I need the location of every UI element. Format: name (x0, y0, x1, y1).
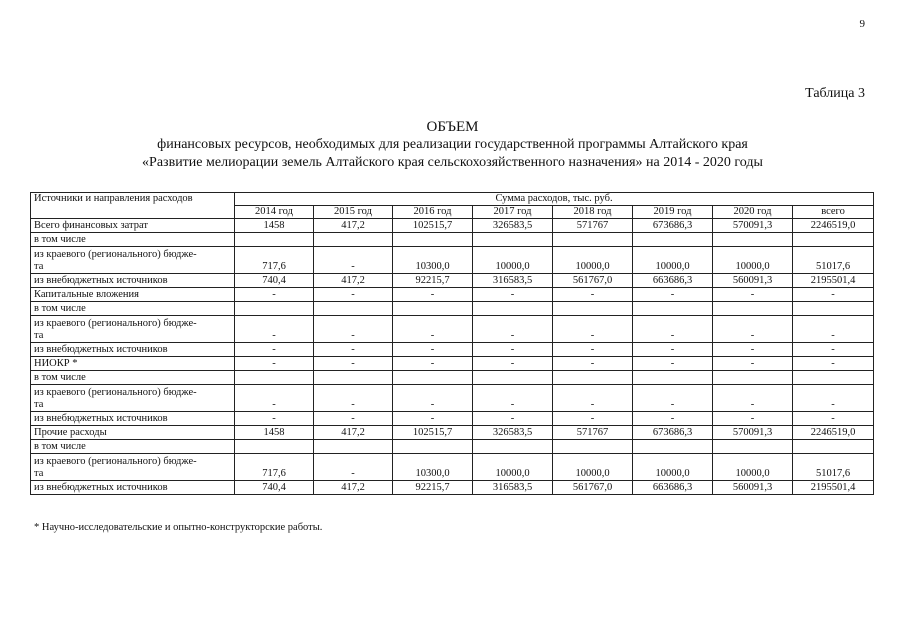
value-cell: - (235, 357, 314, 371)
value-cell: 10300,0 (393, 454, 473, 481)
header-year-cell: 2017 год (473, 206, 553, 219)
value-cell: 316583,5 (473, 481, 553, 495)
header-year-cell: 2015 год (314, 206, 393, 219)
value-cell: - (633, 357, 713, 371)
table-body (31, 219, 874, 495)
value-cell: 673686,3 (633, 426, 713, 440)
value-cell: 1458 (235, 426, 314, 440)
row-label-cell: в том числе (31, 302, 235, 316)
table-label: Таблица 3 (805, 86, 865, 101)
value-cell: 417,2 (314, 481, 393, 495)
value-cell (473, 302, 553, 316)
value-cell: 316583,5 (473, 274, 553, 288)
header-year-cell: 2018 год (553, 206, 633, 219)
header-year-cell: всего (793, 206, 874, 219)
value-cell (553, 440, 633, 454)
table-row (31, 233, 874, 247)
value-cell: 10000,0 (553, 454, 633, 481)
value-cell (713, 440, 793, 454)
table-header (31, 193, 874, 219)
value-cell: 717,6 (235, 247, 314, 274)
value-cell (633, 440, 713, 454)
header-year-cell: 2014 год (235, 206, 314, 219)
value-cell: - (473, 385, 553, 412)
value-cell: - (793, 385, 874, 412)
row-label-cell: Всего финансовых затрат (31, 219, 235, 233)
value-cell: - (314, 454, 393, 481)
value-cell: - (473, 316, 553, 343)
value-cell: 2195501,4 (793, 274, 874, 288)
value-cell: - (314, 288, 393, 302)
table-row (31, 412, 874, 426)
table-row (31, 288, 874, 302)
value-cell: 561767,0 (553, 481, 633, 495)
value-cell: 10300,0 (393, 247, 473, 274)
table-row (31, 481, 874, 495)
row-label-cell: Прочие расходы (31, 426, 235, 440)
value-cell: 326583,5 (473, 219, 553, 233)
table-row (31, 385, 874, 412)
value-cell: - (473, 343, 553, 357)
table-row (31, 219, 874, 233)
value-cell (393, 302, 473, 316)
value-cell (473, 440, 553, 454)
value-cell: 560091,3 (713, 481, 793, 495)
value-cell: - (473, 357, 553, 371)
table-row (31, 357, 874, 371)
value-cell: - (553, 316, 633, 343)
row-label-cell: из внебюджетных источников (31, 481, 235, 495)
value-cell: - (553, 412, 633, 426)
value-cell: 561767,0 (553, 274, 633, 288)
value-cell: 673686,3 (633, 219, 713, 233)
value-cell: 571767 (553, 426, 633, 440)
value-cell: 570091,3 (713, 426, 793, 440)
heading-line-1: финансовых ресурсов, необходимых для реализации государственной программы Алтайского края (157, 137, 748, 152)
heading-line-2: «Развитие мелиорации земель Алтайского края сельскохозяйственного назначения» на 2014 - 2020 годы (142, 155, 763, 170)
value-cell: - (235, 316, 314, 343)
value-cell: - (713, 385, 793, 412)
header-source-cell: Источники и направления расходов (31, 193, 235, 219)
value-cell: - (235, 288, 314, 302)
value-cell: 1458 (235, 219, 314, 233)
value-cell: - (553, 288, 633, 302)
value-cell (393, 233, 473, 247)
value-cell: 717,6 (235, 454, 314, 481)
value-cell: - (235, 343, 314, 357)
value-cell (633, 371, 713, 385)
row-label-cell: Капитальные вложения (31, 288, 235, 302)
value-cell: - (553, 343, 633, 357)
value-cell: 92215,7 (393, 481, 473, 495)
value-cell (713, 371, 793, 385)
value-cell: 417,2 (314, 426, 393, 440)
value-cell (553, 233, 633, 247)
table-row (31, 343, 874, 357)
value-cell (473, 371, 553, 385)
value-cell (793, 371, 874, 385)
row-label-cell: в том числе (31, 233, 235, 247)
value-cell: 2195501,4 (793, 481, 874, 495)
value-cell: - (553, 357, 633, 371)
value-cell: - (314, 247, 393, 274)
value-cell: 10000,0 (713, 454, 793, 481)
value-cell: 663686,3 (633, 481, 713, 495)
value-cell (235, 440, 314, 454)
value-cell: - (633, 316, 713, 343)
row-label-cell: в том числе (31, 440, 235, 454)
heading-title: ОБЪЕМ (426, 119, 479, 135)
row-label-cell: из внебюджетных источников (31, 274, 235, 288)
value-cell: - (314, 412, 393, 426)
value-cell: 102515,7 (393, 426, 473, 440)
row-label-cell: из внебюджетных источников (31, 412, 235, 426)
value-cell (314, 371, 393, 385)
value-cell: 2246519,0 (793, 426, 874, 440)
value-cell (793, 440, 874, 454)
value-cell (235, 302, 314, 316)
value-cell: 560091,3 (713, 274, 793, 288)
finance-table (30, 192, 874, 495)
table-row (31, 302, 874, 316)
value-cell: 417,2 (314, 274, 393, 288)
value-cell: - (633, 288, 713, 302)
value-cell: 10000,0 (713, 247, 793, 274)
page-number: 9 (859, 18, 865, 30)
value-cell: - (713, 343, 793, 357)
header-sum-cell: Сумма расходов, тыс. руб. (235, 193, 874, 206)
value-cell: - (393, 385, 473, 412)
value-cell (633, 302, 713, 316)
value-cell: 51017,6 (793, 454, 874, 481)
header-year-cell: 2019 год (633, 206, 713, 219)
value-cell: - (713, 412, 793, 426)
value-cell: - (235, 385, 314, 412)
value-cell: 740,4 (235, 481, 314, 495)
row-label-cell: из краевого (регионального) бюдже- та (31, 247, 235, 274)
value-cell: - (314, 343, 393, 357)
value-cell (793, 233, 874, 247)
value-cell: - (793, 316, 874, 343)
table-row (31, 274, 874, 288)
value-cell: - (713, 288, 793, 302)
value-cell: 10000,0 (553, 247, 633, 274)
value-cell: 10000,0 (473, 247, 553, 274)
value-cell: - (314, 385, 393, 412)
value-cell (553, 371, 633, 385)
value-cell: - (393, 316, 473, 343)
value-cell: 102515,7 (393, 219, 473, 233)
value-cell: - (235, 412, 314, 426)
row-label-cell: из внебюджетных источников (31, 343, 235, 357)
value-cell: - (793, 288, 874, 302)
value-cell: - (793, 412, 874, 426)
value-cell: 570091,3 (713, 219, 793, 233)
value-cell (393, 371, 473, 385)
value-cell: 2246519,0 (793, 219, 874, 233)
value-cell (473, 233, 553, 247)
value-cell: - (314, 357, 393, 371)
value-cell: - (713, 316, 793, 343)
table-row (31, 454, 874, 481)
value-cell (314, 440, 393, 454)
value-cell (393, 440, 473, 454)
value-cell (314, 233, 393, 247)
value-cell (713, 302, 793, 316)
document-heading (0, 118, 905, 172)
value-cell: 417,2 (314, 219, 393, 233)
value-cell: 663686,3 (633, 274, 713, 288)
value-cell: - (633, 343, 713, 357)
header-year-cell: 2020 год (713, 206, 793, 219)
value-cell (314, 302, 393, 316)
value-cell: - (393, 288, 473, 302)
row-label-cell: НИОКР * (31, 357, 235, 371)
value-cell: - (314, 316, 393, 343)
value-cell: - (793, 343, 874, 357)
value-cell (235, 233, 314, 247)
value-cell: - (473, 412, 553, 426)
table-row (31, 247, 874, 274)
row-label-cell: в том числе (31, 371, 235, 385)
value-cell: - (553, 385, 633, 412)
value-cell: 740,4 (235, 274, 314, 288)
value-cell: 326583,5 (473, 426, 553, 440)
value-cell: 10000,0 (473, 454, 553, 481)
row-label-cell: из краевого (регионального) бюдже- та (31, 385, 235, 412)
table-row (31, 316, 874, 343)
footnote: * Научно-исследовательские и опытно-конструкторские работы. (34, 522, 323, 533)
row-label-cell: из краевого (регионального) бюдже- та (31, 454, 235, 481)
table-row (31, 371, 874, 385)
value-cell (633, 233, 713, 247)
value-cell: - (633, 412, 713, 426)
value-cell: 10000,0 (633, 247, 713, 274)
value-cell (553, 302, 633, 316)
value-cell: - (393, 343, 473, 357)
value-cell: - (393, 357, 473, 371)
value-cell: - (713, 357, 793, 371)
table-row (31, 426, 874, 440)
value-cell (235, 371, 314, 385)
value-cell: - (393, 412, 473, 426)
table-row (31, 440, 874, 454)
header-year-cell: 2016 год (393, 206, 473, 219)
value-cell: - (473, 288, 553, 302)
value-cell: 92215,7 (393, 274, 473, 288)
value-cell: - (793, 357, 874, 371)
value-cell: 10000,0 (633, 454, 713, 481)
value-cell (793, 302, 874, 316)
value-cell: 51017,6 (793, 247, 874, 274)
row-label-cell: из краевого (регионального) бюдже- та (31, 316, 235, 343)
value-cell: 571767 (553, 219, 633, 233)
value-cell: - (633, 385, 713, 412)
value-cell (713, 233, 793, 247)
